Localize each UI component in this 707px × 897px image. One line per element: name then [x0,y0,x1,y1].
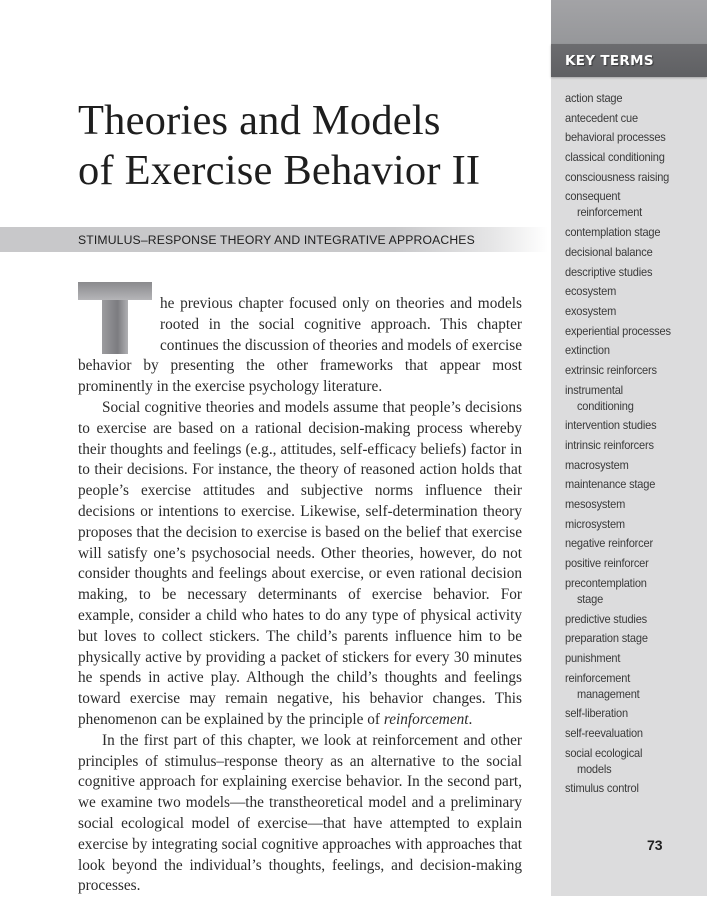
emphasis-term: reinforcement [383,710,469,728]
key-term-label: decisional balance [565,244,653,259]
key-term-item [565,457,694,473]
chapter-body [78,294,522,897]
paragraph-1-text: he previous chapter focused only on theories and models rooted in the social cognitive approach. This chapter continues the discussion of theories and models of exercise behavior by presenting the other frameworks that appear most prominently in the exercise psychology literature. [78,295,522,396]
key-term-label: social ecological [565,745,643,760]
key-term-item [565,362,694,378]
key-term-label: antecedent cue [565,110,638,125]
key-term-label: descriptive studies [565,264,653,279]
page-number: 73 [647,837,663,853]
key-term-label: consequent [565,189,621,204]
key-term-label: action stage [565,91,623,105]
key-term-label: intervention studies [565,418,657,433]
key-term-item [565,611,694,627]
key-term-item [565,437,694,453]
key-term-label: mesosystem [565,497,626,512]
key-term-label: punishment [565,650,621,665]
chapter-subtitle-band [0,227,548,252]
key-term-item [565,90,694,106]
key-term-label: ecosystem [565,284,617,299]
chapter-title [78,96,480,196]
key-term-label-continued: conditioning [576,398,634,413]
key-term-item [565,224,694,240]
chapter-subtitle: STIMULUS–RESPONSE THEORY AND INTEGRATIVE APPROACHES [78,233,475,247]
dropcap-letter [78,282,152,354]
key-term-label: self-reevaluation [565,725,643,740]
key-term-label: behavioral processes [565,130,666,145]
key-term-item [565,555,694,571]
key-term-label: maintenance stage [565,477,656,492]
key-term-item [565,650,694,666]
key-term-item [565,129,694,145]
key-term-label: stimulus control [565,781,639,796]
key-term-label: reinforcement [565,670,631,685]
chapter-title-line-1: Theories and Models [78,97,441,144]
key-terms-header [551,44,707,77]
key-term-label: instrumental [565,382,623,397]
key-term-label: predictive studies [565,611,647,626]
key-term-item [565,417,694,433]
chapter-title-line-2: of Exercise Behavior II [78,147,481,194]
key-term-item [565,244,694,260]
key-term-item [565,535,694,551]
paragraph-2-end: . [468,710,473,728]
key-term-item [565,110,694,126]
key-term-item [565,149,694,165]
paragraph-3-text: In the first part of this chapter, we look at reinforcement and other principles of stimulus–response theory as an alternative to the social cognitive approach for explaining exercise behavior. In the second part, we examine two models—the transtheoretical model and a preliminary social ecological model of exercise—that have attempted to explain exercise by integrating social cognitive approaches with approaches that look beyond the individual’s thoughts, feelings, and decision-making processes. [78,731,522,895]
key-term-item [565,780,694,796]
key-terms-sidebar [551,0,707,896]
key-term-item [565,303,694,319]
key-term-item [565,188,694,220]
dropcap-bar [78,282,152,300]
key-term-item [565,725,694,741]
key-term-item [565,382,694,414]
key-term-item [565,283,694,299]
key-term-label: microsystem [565,516,625,531]
key-term-item [565,169,694,185]
key-term-label: self-liberation [565,706,628,721]
key-term-item [565,516,694,532]
key-term-label: exosystem [565,303,617,318]
key-term-item [565,630,694,646]
key-terms-heading: KEY TERMS [565,53,654,69]
key-term-label: extrinsic reinforcers [565,362,657,377]
key-term-label-continued: stage [576,591,604,606]
paragraph-2 [78,398,522,731]
paragraph-3 [78,731,522,897]
key-terms-list [565,90,694,800]
key-term-label: extinction [565,343,610,358]
key-term-label: macrosystem [565,457,629,472]
key-term-label-continued: management [576,686,640,701]
key-term-label: preparation stage [565,631,648,646]
key-term-label-continued: reinforcement [576,205,643,220]
key-term-label: negative reinforcer [565,536,653,551]
key-term-item [565,670,694,702]
key-term-item [565,705,694,721]
key-term-label: contemplation stage [565,225,661,240]
key-term-label-continued: models [576,761,612,776]
sidebar-top-band [551,0,707,44]
paragraph-1 [78,294,522,398]
key-term-label: intrinsic reinforcers [565,438,654,452]
key-term-item [565,264,694,280]
key-term-item [565,575,694,607]
key-term-label: classical conditioning [565,150,665,165]
dropcap-stem [102,300,128,354]
key-term-item [565,496,694,512]
key-term-label: consciousness raising [565,169,670,184]
key-term-item [565,745,694,777]
key-term-item [565,342,694,358]
key-term-label: positive reinforcer [565,556,649,571]
key-term-label: precontemplation [565,575,647,590]
key-term-label: experiential processes [565,323,671,338]
key-term-item [565,323,694,339]
key-term-item [565,476,694,492]
paragraph-2-text: Social cognitive theories and models assume that people’s decisions to exercise are based on a rational decision-making process whereby their thoughts and feelings (e.g., attitudes, self-efficacy beliefs) factor in to their decisions. For instance, the theory of reasoned action holds that people’s exercise attitudes and subjective norms influence their decisions or intentions to exercise. Likewise, self-determination theory proposes that the decision to exercise is based on the belief that exercise will satisfy one’s psychosocial needs. Other theories, however, do not consider thoughts and feelings about exercise, or even rational decision making, to be necessary determinants of exercise behavior. For example, consider a child who hates to do any type of physical activity but loves to collect stickers. The child’s parents influence him to be physically active by providing a packet of stickers for every 30 minutes he spends in active play. Although the child’s thoughts and feelings toward exercise may remain negative, his behavior changes. This phenomenon can be explained by the principle of [78,398,522,728]
